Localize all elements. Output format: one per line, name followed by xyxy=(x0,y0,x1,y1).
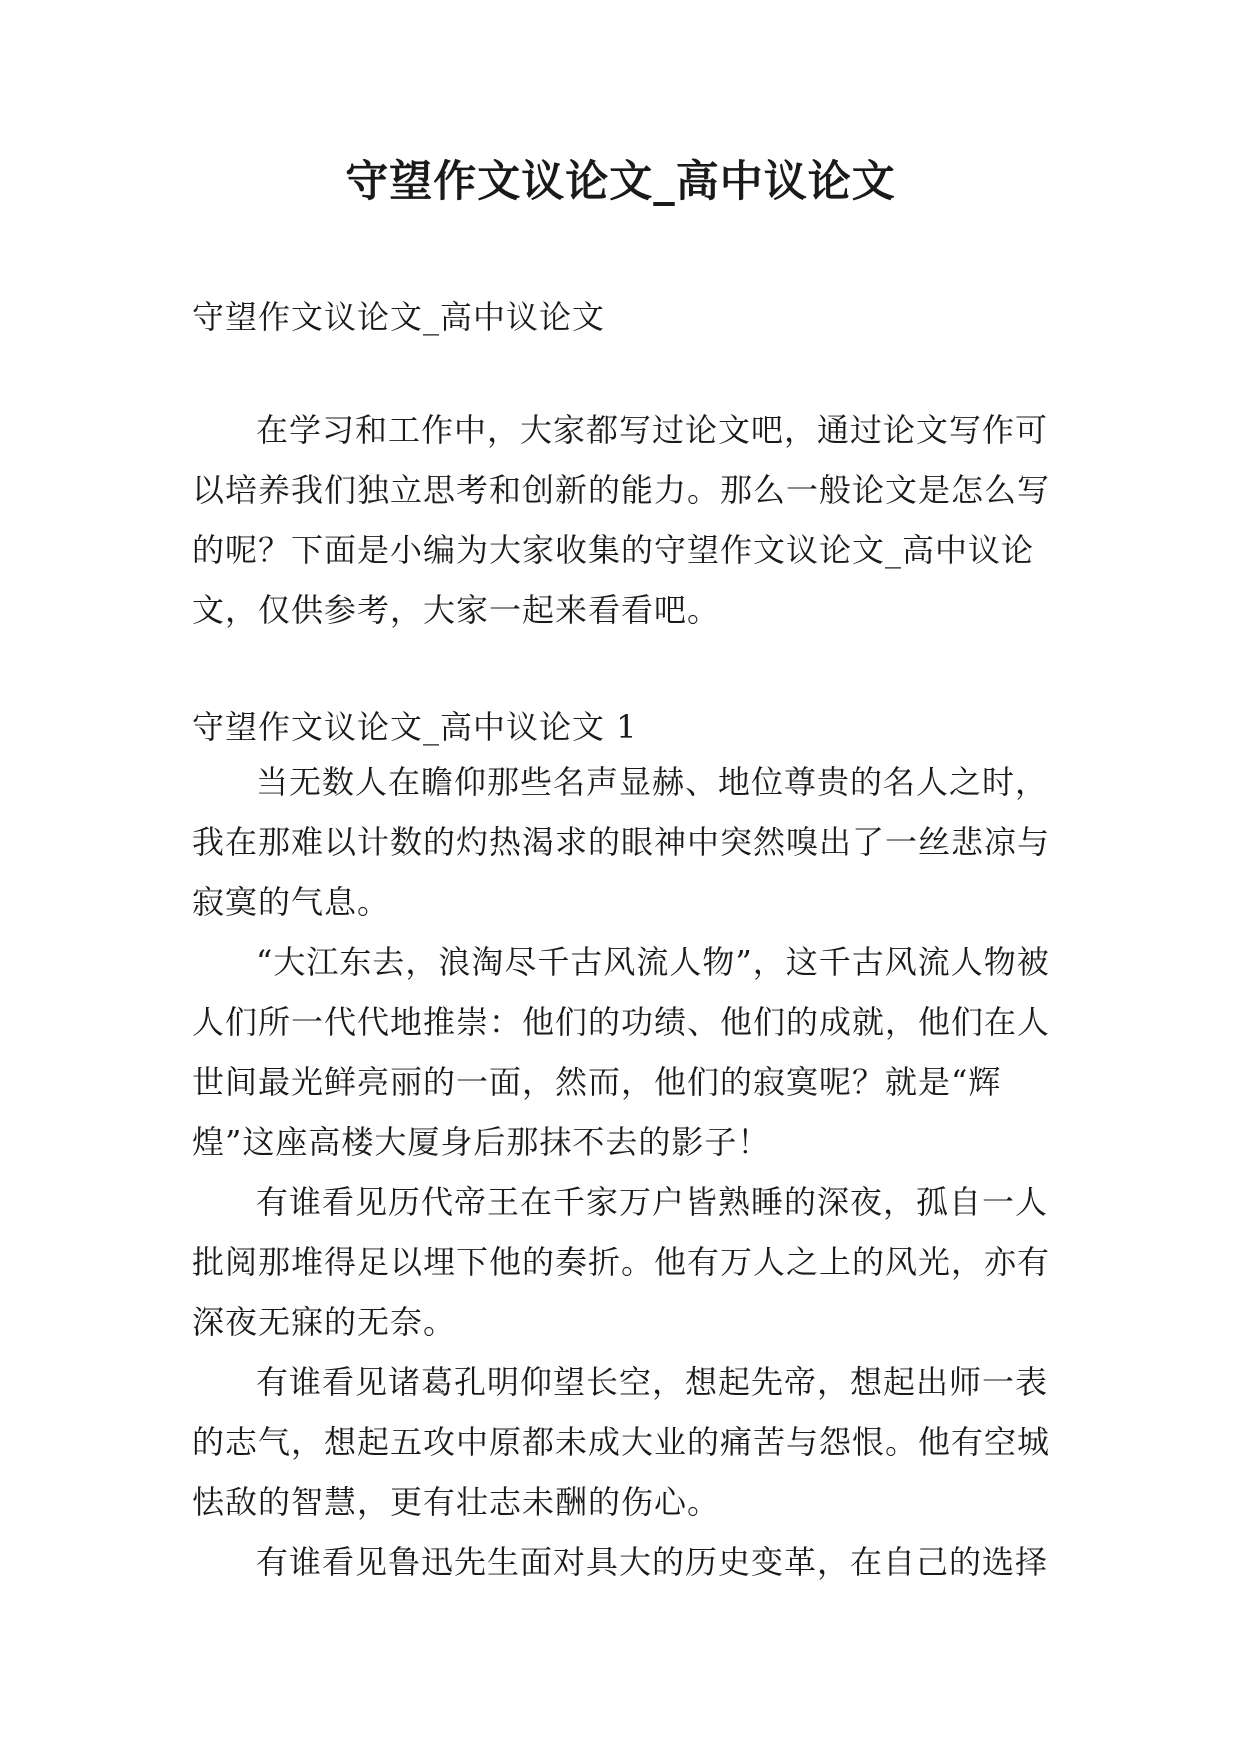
body-paragraph: 有谁看见鲁迅先生面对具大的历史变革，在自己的选择 xyxy=(256,1543,1049,1581)
body-paragraph: 有谁看见诸葛孔明仰望长空，想起先帝，想起出师一表的志气，想起五攻中原都未成大业的痛苦与怨恨。他有空城怯敌的智慧，更有壮志未酬的伤心。 xyxy=(192,1363,1051,1521)
document-title: 守望作文议论文_高中议论文 xyxy=(345,157,896,207)
body-paragraph: 当无数人在瞻仰那些名声显赫、地位尊贵的名人之时，我在那难以计数的灼热渴求的眼神中突然嗅出了一丝悲凉与寂寞的气息。 xyxy=(192,763,1051,921)
section-heading: 守望作文议论文_高中议论文 1 xyxy=(192,708,638,746)
document-subtitle: 守望作文议论文_高中议论文 xyxy=(192,298,606,336)
intro-paragraph: 在学习和工作中，大家都写过论文吧，通过论文写作可以培养我们独立思考和创新的能力。那么一般论文是怎么写的呢？下面是小编为大家收集的守望作文议论文_高中议论文，仅供参考，大家一起来看看吧。 xyxy=(192,411,1051,629)
body-paragraph: 有谁看见历代帝王在千家万户皆熟睡的深夜，孤自一人批阅那堆得足以埋下他的奏折。他有万人之上的风光，亦有深夜无寐的无奈。 xyxy=(192,1183,1051,1341)
body-paragraph: “大江东去，浪淘尽千古风流人物”，这千古风流人物被人们所一代代地推崇：他们的功绩、他们的成就，他们在人世间最光鲜亮丽的一面，然而，他们的寂寞呢？就是“辉煌”这座高楼大厦身后那抹不去的影子！ xyxy=(192,943,1051,1161)
